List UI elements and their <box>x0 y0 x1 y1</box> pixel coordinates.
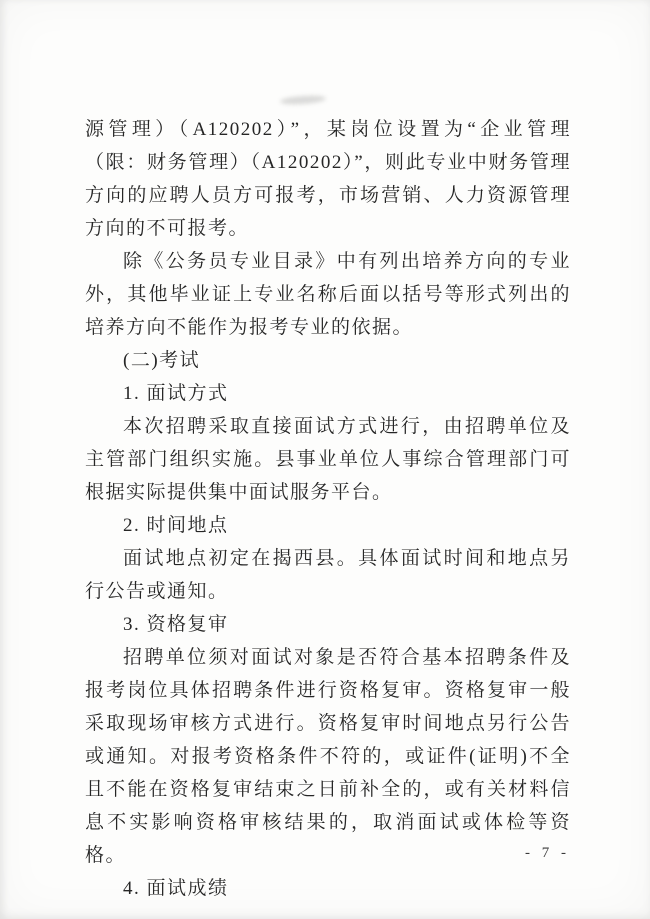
body-paragraph: 除《公务员专业目录》中有列出培养方向的专业外，其他毕业证上专业名称后面以括号等形式列出的培养方向不能作为报考专业的依据。 <box>85 251 571 338</box>
list-item-heading: 1. 面试方式 <box>123 383 229 404</box>
section-heading: (二)考试 <box>123 350 201 371</box>
body-paragraph: 本次招聘采取直接面试方式进行，由招聘单位及主管部门组织实施。县事业单位人事综合管理部门可根据实际提供集中面试服务平台。 <box>85 416 571 503</box>
list-item-heading: 3. 资格复审 <box>123 614 229 635</box>
page-number: - 7 - <box>525 845 570 861</box>
list-item-heading: 2. 时间地点 <box>123 515 229 536</box>
document-body <box>85 113 571 905</box>
body-paragraph: 源管理）（A120202）”，某岗位设置为“企业管理（限：财务管理）（A120202）”，则此专业中财务管理方向的应聘人员方可报考，市场营销、人力资源管理方向的不可报考。 <box>85 119 571 239</box>
body-paragraph: 面试地点初定在揭西县。具体面试时间和地点另行公告或通知。 <box>85 548 571 602</box>
list-item-heading: 4. 面试成绩 <box>123 878 229 899</box>
scan-artifact <box>280 94 326 105</box>
body-paragraph: 招聘单位须对面试对象是否符合基本招聘条件及报考岗位具体招聘条件进行资格复审。资格复审一般采取现场审核方式进行。资格复审时间地点另行公告或通知。对报考资格条件不符的，或证件(证明)不全且不能在资格复审结束之日前补全的，或有关材料信息不实影响资格审核结果的，取消面试或体检等资格。 <box>85 647 571 866</box>
